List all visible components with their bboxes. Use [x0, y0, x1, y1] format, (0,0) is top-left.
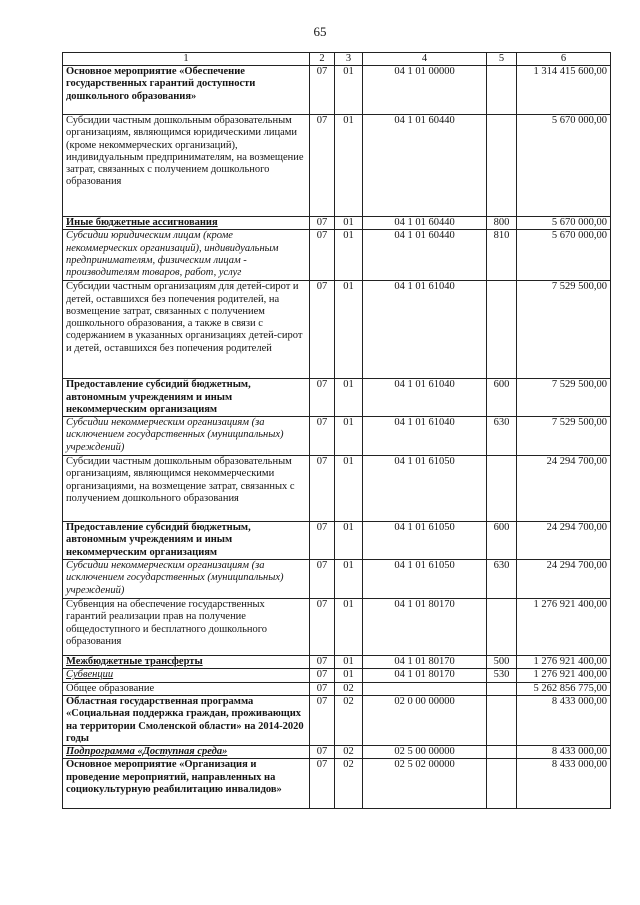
table-row: [63, 746, 611, 759]
row-section: 07: [310, 456, 335, 522]
table-row: [63, 230, 611, 281]
row-expense-type: [487, 695, 517, 745]
row-subsection: 01: [335, 379, 363, 417]
row-subsection: 02: [335, 682, 363, 695]
budget-table: [62, 52, 611, 809]
row-name: Субсидии юридическим лицам (кроме некоммерческих организаций), индивидуальным предпринимателям, физическим лицам - производителям товаров, работ, услуг: [63, 230, 310, 281]
row-name: Субсидии частным организациям для детей-сирот и детей, оставшихся без попечения родителей, на возмещение затрат, связанных с получением дошкольного образования, а также в связи с содержанием в указанных организациях детей-сирот и детей, оставшихся без попечения родителей: [63, 281, 310, 379]
row-target-code: 02 5 00 00000: [363, 746, 487, 759]
row-expense-type: 500: [487, 656, 517, 669]
row-expense-type: 810: [487, 230, 517, 281]
row-section: 07: [310, 656, 335, 669]
row-expense-type: 800: [487, 217, 517, 230]
row-expense-type: [487, 599, 517, 656]
table-row: [63, 682, 611, 695]
row-subsection: 01: [335, 417, 363, 456]
table-row: [63, 522, 611, 560]
row-target-code: 04 1 01 00000: [363, 66, 487, 115]
row-section: 07: [310, 599, 335, 656]
header-col-3: 3: [335, 53, 363, 66]
row-target-code: 04 1 01 61040: [363, 379, 487, 417]
table-row: [63, 281, 611, 379]
row-subsection: 01: [335, 66, 363, 115]
row-target-code: [363, 682, 487, 695]
table-row: [63, 217, 611, 230]
row-expense-type: [487, 456, 517, 522]
header-col-1: 1: [63, 53, 310, 66]
row-amount: 8 433 000,00: [517, 746, 611, 759]
table-row: [63, 66, 611, 115]
row-amount: 24 294 700,00: [517, 560, 611, 599]
row-target-code: 04 1 01 61050: [363, 456, 487, 522]
table-row: [63, 656, 611, 669]
row-subsection: 01: [335, 669, 363, 682]
row-expense-type: 600: [487, 379, 517, 417]
row-name: Межбюджетные трансферты: [63, 656, 310, 669]
table-row: [63, 695, 611, 745]
row-expense-type: 630: [487, 417, 517, 456]
row-target-code: 04 1 01 80170: [363, 669, 487, 682]
row-subsection: 01: [335, 599, 363, 656]
row-amount: 24 294 700,00: [517, 522, 611, 560]
row-name: Субсидии частным дошкольным образовательным организациям, являющимся некоммерческими организациями, на возмещение затрат, связанных с получением дошкольного образования: [63, 456, 310, 522]
row-name: Областная государственная программа «Социальная поддержка граждан, проживающих на территории Смоленской области» на 2014-2020 годы: [63, 695, 310, 745]
row-subsection: 01: [335, 115, 363, 217]
row-name: Общее образование: [63, 682, 310, 695]
row-section: 07: [310, 379, 335, 417]
row-target-code: 04 1 01 60440: [363, 115, 487, 217]
table-row: [63, 669, 611, 682]
row-amount: 1 276 921 400,00: [517, 669, 611, 682]
header-col-5: 5: [487, 53, 517, 66]
row-section: 07: [310, 66, 335, 115]
row-subsection: 01: [335, 522, 363, 560]
row-target-code: 04 1 01 60440: [363, 230, 487, 281]
row-name: Субвенции: [63, 669, 310, 682]
row-section: 07: [310, 115, 335, 217]
row-amount: 5 262 856 775,00: [517, 682, 611, 695]
row-expense-type: [487, 682, 517, 695]
row-section: 07: [310, 669, 335, 682]
row-section: 07: [310, 217, 335, 230]
row-target-code: 04 1 01 61040: [363, 417, 487, 456]
row-subsection: 01: [335, 217, 363, 230]
row-amount: 7 529 500,00: [517, 417, 611, 456]
row-target-code: 04 1 01 80170: [363, 599, 487, 656]
row-name: Субсидии некоммерческим организациям (за исключением государственных (муниципальных) учреждений): [63, 560, 310, 599]
row-subsection: 02: [335, 695, 363, 745]
row-amount: 5 670 000,00: [517, 217, 611, 230]
table-row: [63, 456, 611, 522]
row-name: Субсидии частным дошкольным образовательным организациям, являющимся юридическими лицами (кроме некоммерческих организаций), индивидуальным предпринимателям, на возмещение затрат, связанных с получением дошкольного образования: [63, 115, 310, 217]
row-name: Основное мероприятие «Организация и проведение мероприятий, направленных на социокультурную реабилитацию инвалидов»: [63, 759, 310, 809]
row-subsection: 02: [335, 746, 363, 759]
row-section: 07: [310, 682, 335, 695]
row-name: Субвенция на обеспечение государственных гарантий реализации прав на получение общедоступного и бесплатного дошкольного образования: [63, 599, 310, 656]
row-amount: 1 276 921 400,00: [517, 599, 611, 656]
row-expense-type: [487, 746, 517, 759]
page-number: 65: [313, 24, 327, 39]
row-subsection: 01: [335, 281, 363, 379]
row-section: 07: [310, 522, 335, 560]
row-target-code: 04 1 01 61040: [363, 281, 487, 379]
header-col-2: 2: [310, 53, 335, 66]
row-expense-type: 530: [487, 669, 517, 682]
row-expense-type: 630: [487, 560, 517, 599]
header-col-4: 4: [363, 53, 487, 66]
row-target-code: 02 5 02 00000: [363, 759, 487, 809]
table-row: [63, 379, 611, 417]
row-name: Субсидии некоммерческим организациям (за исключением государственных (муниципальных) учреждений): [63, 417, 310, 456]
row-expense-type: [487, 115, 517, 217]
row-subsection: 01: [335, 656, 363, 669]
row-section: 07: [310, 759, 335, 809]
row-expense-type: [487, 759, 517, 809]
table-body: [63, 66, 611, 809]
row-section: 07: [310, 230, 335, 281]
table-row: [63, 417, 611, 456]
header-col-6: 6: [517, 53, 611, 66]
table-header-row: [63, 53, 611, 66]
row-expense-type: [487, 281, 517, 379]
row-amount: 5 670 000,00: [517, 115, 611, 217]
row-amount: 1 276 921 400,00: [517, 656, 611, 669]
row-amount: 24 294 700,00: [517, 456, 611, 522]
row-name: Подпрограмма «Доступная среда»: [63, 746, 310, 759]
row-section: 07: [310, 746, 335, 759]
row-expense-type: [487, 66, 517, 115]
table-row: [63, 560, 611, 599]
row-target-code: 04 1 01 61050: [363, 560, 487, 599]
row-amount: 8 433 000,00: [517, 695, 611, 745]
row-section: 07: [310, 417, 335, 456]
row-subsection: 01: [335, 560, 363, 599]
row-target-code: 04 1 01 80170: [363, 656, 487, 669]
row-section: 07: [310, 695, 335, 745]
table-row: [63, 115, 611, 217]
row-amount: 7 529 500,00: [517, 379, 611, 417]
row-section: 07: [310, 560, 335, 599]
row-amount: 1 314 415 600,00: [517, 66, 611, 115]
row-subsection: 01: [335, 456, 363, 522]
row-name: Предоставление субсидий бюджетным, автономным учреждениям и иным некоммерческим организациям: [63, 522, 310, 560]
row-amount: 8 433 000,00: [517, 759, 611, 809]
row-section: 07: [310, 281, 335, 379]
row-name: Предоставление субсидий бюджетным, автономным учреждениям и иным некоммерческим организациям: [63, 379, 310, 417]
table-row: [63, 759, 611, 809]
row-subsection: 02: [335, 759, 363, 809]
row-amount: 5 670 000,00: [517, 230, 611, 281]
row-name: Иные бюджетные ассигнования: [63, 217, 310, 230]
row-target-code: 02 0 00 00000: [363, 695, 487, 745]
row-target-code: 04 1 01 61050: [363, 522, 487, 560]
row-name: Основное мероприятие «Обеспечение государственных гарантий доступности дошкольного образования»: [63, 66, 310, 115]
row-target-code: 04 1 01 60440: [363, 217, 487, 230]
row-subsection: 01: [335, 230, 363, 281]
table-row: [63, 599, 611, 656]
row-amount: 7 529 500,00: [517, 281, 611, 379]
row-expense-type: 600: [487, 522, 517, 560]
